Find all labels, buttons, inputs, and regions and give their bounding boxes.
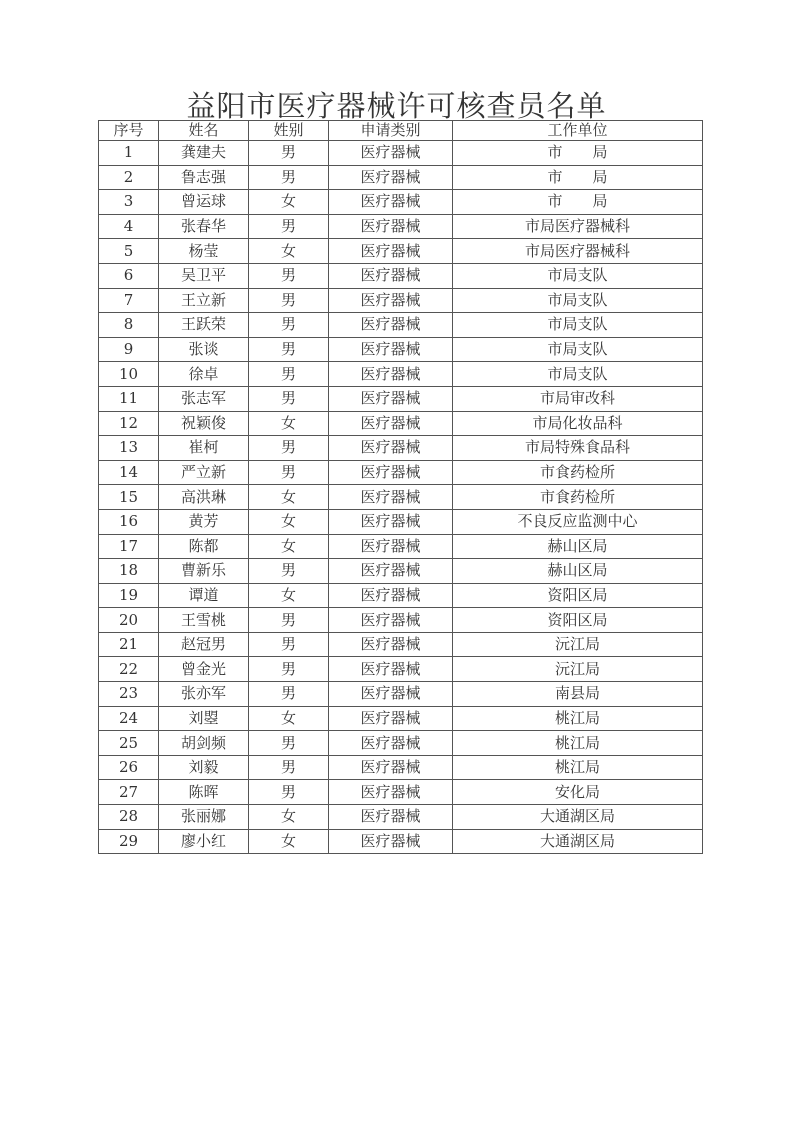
cell-gender: 男 bbox=[249, 559, 329, 584]
cell-name: 张春华 bbox=[159, 214, 249, 239]
cell-name: 张亦军 bbox=[159, 682, 249, 707]
cell-gender: 男 bbox=[249, 460, 329, 485]
cell-gender: 男 bbox=[249, 780, 329, 805]
cell-index: 21 bbox=[99, 632, 159, 657]
cell-category: 医疗器械 bbox=[329, 436, 453, 461]
cell-name: 杨莹 bbox=[159, 239, 249, 264]
cell-workplace: 桃江局 bbox=[453, 731, 703, 756]
cell-index: 6 bbox=[99, 263, 159, 288]
cell-name: 严立新 bbox=[159, 460, 249, 485]
cell-name: 王立新 bbox=[159, 288, 249, 313]
cell-category: 医疗器械 bbox=[329, 337, 453, 362]
cell-name: 高洪琳 bbox=[159, 485, 249, 510]
cell-category: 医疗器械 bbox=[329, 362, 453, 387]
cell-index: 25 bbox=[99, 731, 159, 756]
cell-workplace: 市 局 bbox=[453, 141, 703, 166]
table-row bbox=[99, 313, 703, 338]
table-row bbox=[99, 829, 703, 854]
table-row bbox=[99, 165, 703, 190]
cell-name: 陈晖 bbox=[159, 780, 249, 805]
cell-category: 医疗器械 bbox=[329, 731, 453, 756]
cell-index: 23 bbox=[99, 682, 159, 707]
table-row bbox=[99, 411, 703, 436]
cell-index: 15 bbox=[99, 485, 159, 510]
cell-index: 13 bbox=[99, 436, 159, 461]
cell-name: 陈都 bbox=[159, 534, 249, 559]
table-row bbox=[99, 706, 703, 731]
cell-index: 28 bbox=[99, 805, 159, 830]
table-row bbox=[99, 682, 703, 707]
table-row bbox=[99, 632, 703, 657]
table-row bbox=[99, 485, 703, 510]
table-row bbox=[99, 288, 703, 313]
cell-index: 16 bbox=[99, 509, 159, 534]
table-row bbox=[99, 460, 703, 485]
cell-index: 1 bbox=[99, 141, 159, 166]
cell-category: 医疗器械 bbox=[329, 706, 453, 731]
cell-workplace: 市局医疗器械科 bbox=[453, 214, 703, 239]
cell-gender: 女 bbox=[249, 706, 329, 731]
header-index: 序号 bbox=[99, 121, 159, 141]
cell-name: 廖小红 bbox=[159, 829, 249, 854]
cell-gender: 女 bbox=[249, 485, 329, 510]
cell-gender: 女 bbox=[249, 805, 329, 830]
cell-category: 医疗器械 bbox=[329, 313, 453, 338]
cell-gender: 男 bbox=[249, 362, 329, 387]
cell-category: 医疗器械 bbox=[329, 805, 453, 830]
cell-workplace: 沅江局 bbox=[453, 632, 703, 657]
cell-workplace: 桃江局 bbox=[453, 755, 703, 780]
cell-gender: 男 bbox=[249, 755, 329, 780]
cell-name: 张谈 bbox=[159, 337, 249, 362]
cell-gender: 男 bbox=[249, 263, 329, 288]
table-row bbox=[99, 190, 703, 215]
cell-category: 医疗器械 bbox=[329, 657, 453, 682]
cell-workplace: 市局支队 bbox=[453, 362, 703, 387]
cell-index: 9 bbox=[99, 337, 159, 362]
table-row bbox=[99, 509, 703, 534]
cell-gender: 男 bbox=[249, 632, 329, 657]
cell-index: 10 bbox=[99, 362, 159, 387]
cell-gender: 女 bbox=[249, 534, 329, 559]
table-row bbox=[99, 805, 703, 830]
cell-name: 崔柯 bbox=[159, 436, 249, 461]
cell-name: 吴卫平 bbox=[159, 263, 249, 288]
header-workplace: 工作单位 bbox=[453, 121, 703, 141]
cell-category: 医疗器械 bbox=[329, 509, 453, 534]
cell-category: 医疗器械 bbox=[329, 288, 453, 313]
cell-gender: 女 bbox=[249, 190, 329, 215]
cell-index: 14 bbox=[99, 460, 159, 485]
cell-category: 医疗器械 bbox=[329, 829, 453, 854]
table-row bbox=[99, 362, 703, 387]
cell-name: 曾运球 bbox=[159, 190, 249, 215]
table-row bbox=[99, 780, 703, 805]
cell-name: 王跃荣 bbox=[159, 313, 249, 338]
cell-category: 医疗器械 bbox=[329, 780, 453, 805]
cell-workplace: 市局特殊食品科 bbox=[453, 436, 703, 461]
cell-workplace: 大通湖区局 bbox=[453, 805, 703, 830]
cell-index: 29 bbox=[99, 829, 159, 854]
cell-category: 医疗器械 bbox=[329, 141, 453, 166]
cell-category: 医疗器械 bbox=[329, 632, 453, 657]
cell-workplace: 安化局 bbox=[453, 780, 703, 805]
cell-workplace: 市局支队 bbox=[453, 263, 703, 288]
cell-category: 医疗器械 bbox=[329, 239, 453, 264]
cell-gender: 女 bbox=[249, 411, 329, 436]
cell-gender: 女 bbox=[249, 829, 329, 854]
cell-workplace: 赫山区局 bbox=[453, 534, 703, 559]
cell-gender: 男 bbox=[249, 436, 329, 461]
cell-category: 医疗器械 bbox=[329, 214, 453, 239]
cell-workplace: 大通湖区局 bbox=[453, 829, 703, 854]
table-row bbox=[99, 559, 703, 584]
cell-workplace: 市局支队 bbox=[453, 313, 703, 338]
cell-category: 医疗器械 bbox=[329, 682, 453, 707]
table-row bbox=[99, 755, 703, 780]
table-row bbox=[99, 436, 703, 461]
cell-workplace: 沅江局 bbox=[453, 657, 703, 682]
cell-workplace: 市局医疗器械科 bbox=[453, 239, 703, 264]
cell-index: 2 bbox=[99, 165, 159, 190]
cell-gender: 男 bbox=[249, 731, 329, 756]
cell-category: 医疗器械 bbox=[329, 460, 453, 485]
cell-name: 刘曌 bbox=[159, 706, 249, 731]
cell-workplace: 桃江局 bbox=[453, 706, 703, 731]
table-row bbox=[99, 141, 703, 166]
cell-name: 张丽娜 bbox=[159, 805, 249, 830]
cell-category: 医疗器械 bbox=[329, 608, 453, 633]
cell-index: 24 bbox=[99, 706, 159, 731]
table-row bbox=[99, 608, 703, 633]
cell-workplace: 不良反应监测中心 bbox=[453, 509, 703, 534]
document-title: 益阳市医疗器械许可核查员名单 bbox=[186, 89, 607, 123]
header-name: 姓名 bbox=[159, 121, 249, 141]
cell-name: 谭道 bbox=[159, 583, 249, 608]
cell-name: 曹新乐 bbox=[159, 559, 249, 584]
cell-workplace: 市 局 bbox=[453, 190, 703, 215]
cell-category: 医疗器械 bbox=[329, 386, 453, 411]
cell-gender: 男 bbox=[249, 288, 329, 313]
cell-workplace: 市局支队 bbox=[453, 288, 703, 313]
cell-category: 医疗器械 bbox=[329, 165, 453, 190]
table-row bbox=[99, 657, 703, 682]
cell-category: 医疗器械 bbox=[329, 411, 453, 436]
cell-category: 医疗器械 bbox=[329, 190, 453, 215]
cell-workplace: 资阳区局 bbox=[453, 608, 703, 633]
header-category: 申请类别 bbox=[329, 121, 453, 141]
cell-index: 17 bbox=[99, 534, 159, 559]
table-row bbox=[99, 239, 703, 264]
cell-gender: 男 bbox=[249, 386, 329, 411]
cell-name: 龚建夫 bbox=[159, 141, 249, 166]
cell-index: 3 bbox=[99, 190, 159, 215]
cell-workplace: 资阳区局 bbox=[453, 583, 703, 608]
cell-index: 26 bbox=[99, 755, 159, 780]
cell-name: 鲁志强 bbox=[159, 165, 249, 190]
table-header-row bbox=[99, 121, 703, 141]
cell-gender: 男 bbox=[249, 682, 329, 707]
cell-index: 20 bbox=[99, 608, 159, 633]
cell-index: 11 bbox=[99, 386, 159, 411]
cell-gender: 男 bbox=[249, 608, 329, 633]
cell-index: 4 bbox=[99, 214, 159, 239]
cell-gender: 女 bbox=[249, 239, 329, 264]
cell-name: 张志军 bbox=[159, 386, 249, 411]
cell-index: 5 bbox=[99, 239, 159, 264]
cell-category: 医疗器械 bbox=[329, 755, 453, 780]
table-row bbox=[99, 386, 703, 411]
cell-category: 医疗器械 bbox=[329, 263, 453, 288]
cell-gender: 男 bbox=[249, 313, 329, 338]
cell-workplace: 市食药检所 bbox=[453, 485, 703, 510]
cell-index: 18 bbox=[99, 559, 159, 584]
cell-workplace: 赫山区局 bbox=[453, 559, 703, 584]
cell-name: 徐卓 bbox=[159, 362, 249, 387]
cell-workplace: 南县局 bbox=[453, 682, 703, 707]
cell-index: 8 bbox=[99, 313, 159, 338]
cell-gender: 女 bbox=[249, 583, 329, 608]
cell-workplace: 市局支队 bbox=[453, 337, 703, 362]
cell-index: 12 bbox=[99, 411, 159, 436]
cell-name: 王雪桃 bbox=[159, 608, 249, 633]
cell-name: 祝颖俊 bbox=[159, 411, 249, 436]
cell-category: 医疗器械 bbox=[329, 559, 453, 584]
cell-name: 赵冠男 bbox=[159, 632, 249, 657]
cell-category: 医疗器械 bbox=[329, 534, 453, 559]
cell-index: 27 bbox=[99, 780, 159, 805]
cell-name: 曾金光 bbox=[159, 657, 249, 682]
table-row bbox=[99, 731, 703, 756]
cell-gender: 女 bbox=[249, 509, 329, 534]
table-row bbox=[99, 263, 703, 288]
header-gender: 姓别 bbox=[249, 121, 329, 141]
table-row bbox=[99, 534, 703, 559]
cell-gender: 男 bbox=[249, 165, 329, 190]
cell-name: 胡剑频 bbox=[159, 731, 249, 756]
cell-workplace: 市 局 bbox=[453, 165, 703, 190]
cell-workplace: 市局审改科 bbox=[453, 386, 703, 411]
cell-workplace: 市局化妆品科 bbox=[453, 411, 703, 436]
cell-index: 7 bbox=[99, 288, 159, 313]
cell-gender: 男 bbox=[249, 337, 329, 362]
cell-workplace: 市食药检所 bbox=[453, 460, 703, 485]
cell-gender: 男 bbox=[249, 657, 329, 682]
cell-index: 22 bbox=[99, 657, 159, 682]
cell-gender: 男 bbox=[249, 214, 329, 239]
cell-index: 19 bbox=[99, 583, 159, 608]
table-row bbox=[99, 337, 703, 362]
cell-category: 医疗器械 bbox=[329, 583, 453, 608]
table-row bbox=[99, 214, 703, 239]
cell-gender: 男 bbox=[249, 141, 329, 166]
cell-name: 刘毅 bbox=[159, 755, 249, 780]
inspector-table bbox=[98, 120, 703, 854]
cell-name: 黄芳 bbox=[159, 509, 249, 534]
table-row bbox=[99, 583, 703, 608]
cell-category: 医疗器械 bbox=[329, 485, 453, 510]
